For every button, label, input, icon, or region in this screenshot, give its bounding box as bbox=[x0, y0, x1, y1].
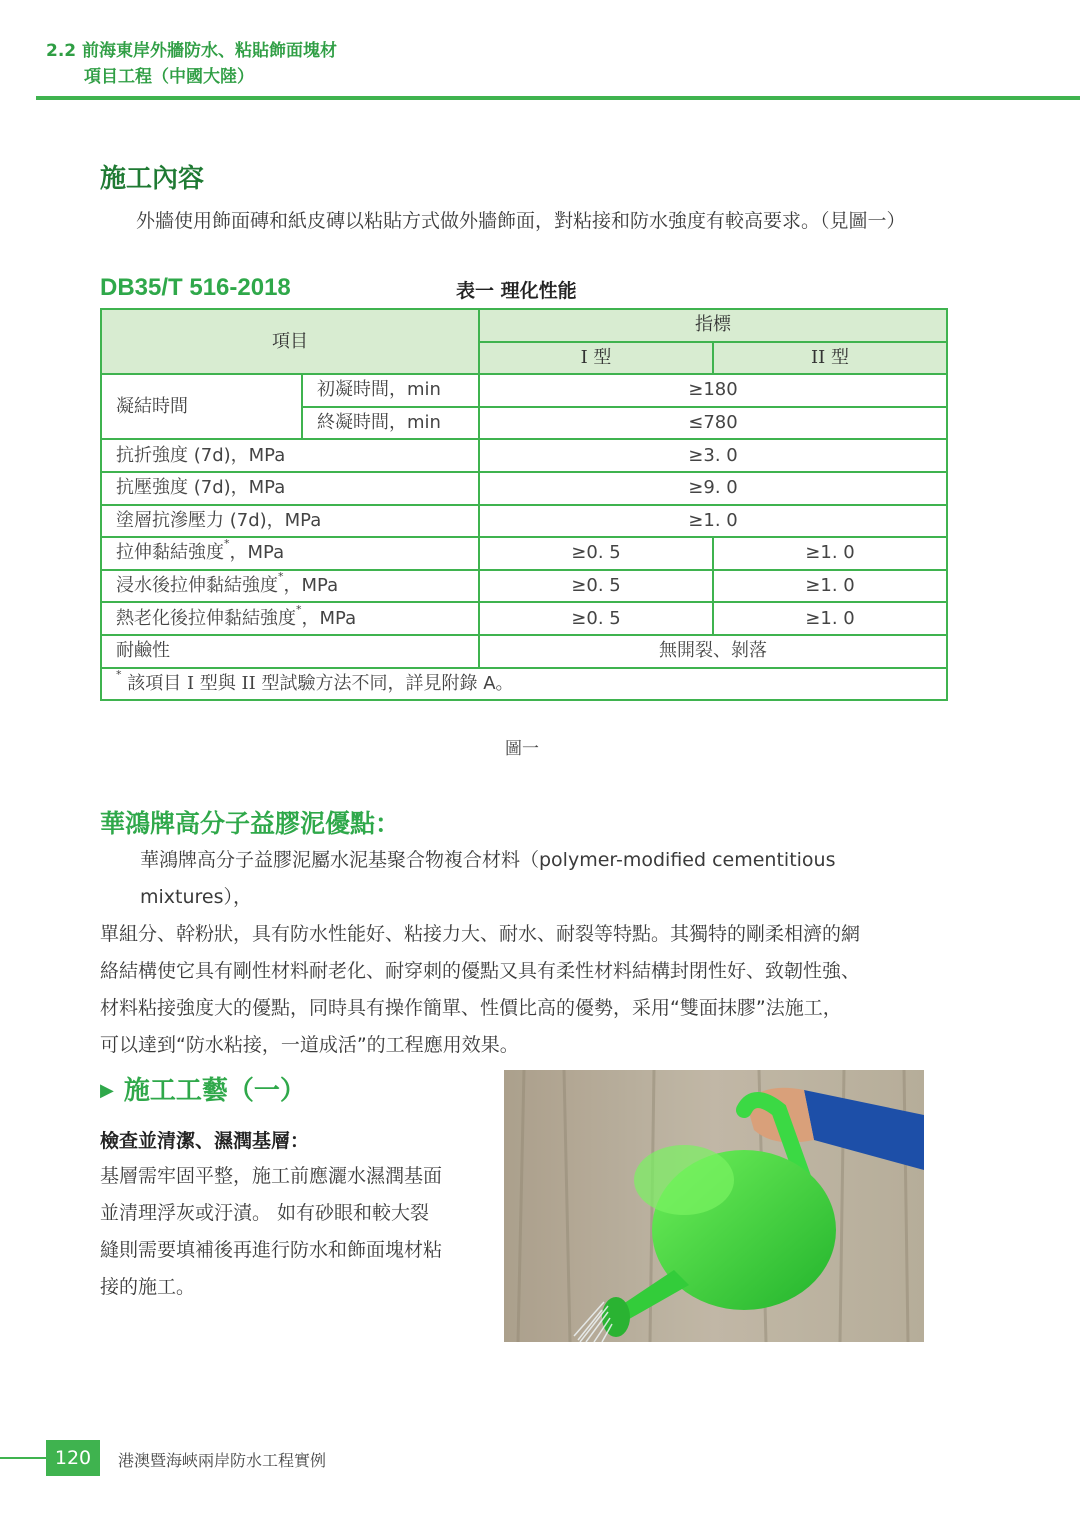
header-item: 項目 bbox=[101, 309, 479, 374]
properties-table bbox=[100, 308, 946, 701]
val-alkali: 無開裂、剝落 bbox=[479, 635, 947, 668]
header-title-line2: 項目工程（中國大陸） bbox=[84, 67, 254, 87]
process-subtitle: 檢查並清潔、濕潤基層： bbox=[100, 1130, 310, 1152]
header-type-1: I 型 bbox=[479, 342, 713, 375]
row-heat-tensile: 熱老化後拉伸黏結強度*，MPa bbox=[101, 602, 479, 635]
val-water-tensile-type2: ≥1. 0 bbox=[713, 570, 947, 603]
row-tensile: 拉伸黏結強度*，MPa bbox=[101, 537, 479, 570]
standard-code: DB35/T 516-2018 bbox=[100, 274, 291, 301]
val-initial-setting: ≥180 bbox=[479, 374, 947, 407]
section-title-process: ▶ 施工工藝（一） bbox=[100, 1076, 306, 1106]
section-title-construction: 施工內容 bbox=[100, 164, 205, 194]
section-intro-text: 外牆使用飾面磚和紙皮磚以粘貼方式做外牆飾面，對粘接和防水強度有較高要求。（見圖一） bbox=[136, 210, 906, 232]
header-divider bbox=[36, 96, 1080, 100]
page-number: 120 bbox=[46, 1440, 100, 1476]
val-impermeability: ≥1. 0 bbox=[479, 505, 947, 538]
row-compressive: 抗壓強度 (7d)，MPa bbox=[101, 472, 479, 505]
running-header bbox=[46, 38, 337, 90]
val-heat-tensile-type1: ≥0. 5 bbox=[479, 602, 713, 635]
val-compressive: ≥9. 0 bbox=[479, 472, 947, 505]
val-tensile-type2: ≥1. 0 bbox=[713, 537, 947, 570]
row-flexural: 抗折強度 (7d)，MPa bbox=[101, 439, 479, 472]
val-flexural: ≥3. 0 bbox=[479, 439, 947, 472]
table-title: 表一 理化性能 bbox=[456, 280, 577, 302]
row-alkali: 耐鹼性 bbox=[101, 635, 479, 668]
section-title-advantages: 華鴻牌高分子益膠泥優點： bbox=[100, 809, 401, 838]
advantages-paragraph: 華鴻牌高分子益膠泥屬水泥基聚合物複合材料（polymer-modified cementitious mixtures）， 單組分、幹粉狀，具有防水性能好、粘接力大、耐水、耐裂等特點。其獨特的剛柔相濟的網 絡結構使它具有剛性材料耐老化、耐穿刺的優點又具有柔性材料結構封閉性好、致韌性強、 材料粘接強度大的優點，同時具有操作簡單、性價比高的優勢，采用“雙面抹膠”法施工， 可以達到“防水粘接，一道成活”的工程應用效果。 bbox=[100, 849, 861, 1056]
section-number: 2.2 bbox=[46, 41, 77, 61]
row-final-setting: 終凝時間，min bbox=[302, 407, 479, 440]
process-description: 基層需牢固平整，施工前應灑水濕潤基面 並清理浮灰或汙漬。 如有砂眼和較大裂 縫則需要填補後再進行防水和飾面塊材粘 接的施工。 bbox=[100, 1165, 443, 1298]
figure-caption: 圖一 bbox=[505, 739, 539, 759]
row-water-tensile: 浸水後拉伸黏結強度*，MPa bbox=[101, 570, 479, 603]
val-tensile-type1: ≥0. 5 bbox=[479, 537, 713, 570]
row-initial-setting: 初凝時間，min bbox=[302, 374, 479, 407]
triangle-bullet-icon: ▶ bbox=[100, 1080, 114, 1101]
val-heat-tensile-type2: ≥1. 0 bbox=[713, 602, 947, 635]
val-final-setting: ≤780 bbox=[479, 407, 947, 440]
header-title-line1: 前海東岸外牆防水、粘貼飾面塊材 bbox=[82, 41, 337, 61]
table-footnote: * 該項目 I 型與 II 型試驗方法不同，詳見附錄 A。 bbox=[101, 668, 947, 701]
book-title: 港澳暨海峽兩岸防水工程實例 bbox=[118, 1451, 327, 1470]
val-water-tensile-type1: ≥0. 5 bbox=[479, 570, 713, 603]
header-index: 指標 bbox=[479, 309, 947, 342]
row-setting-time: 凝結時間 bbox=[101, 374, 302, 439]
watering-can-photo bbox=[504, 1070, 924, 1342]
row-impermeability: 塗層抗滲壓力 (7d)，MPa bbox=[101, 505, 479, 538]
header-type-2: II 型 bbox=[713, 342, 947, 375]
